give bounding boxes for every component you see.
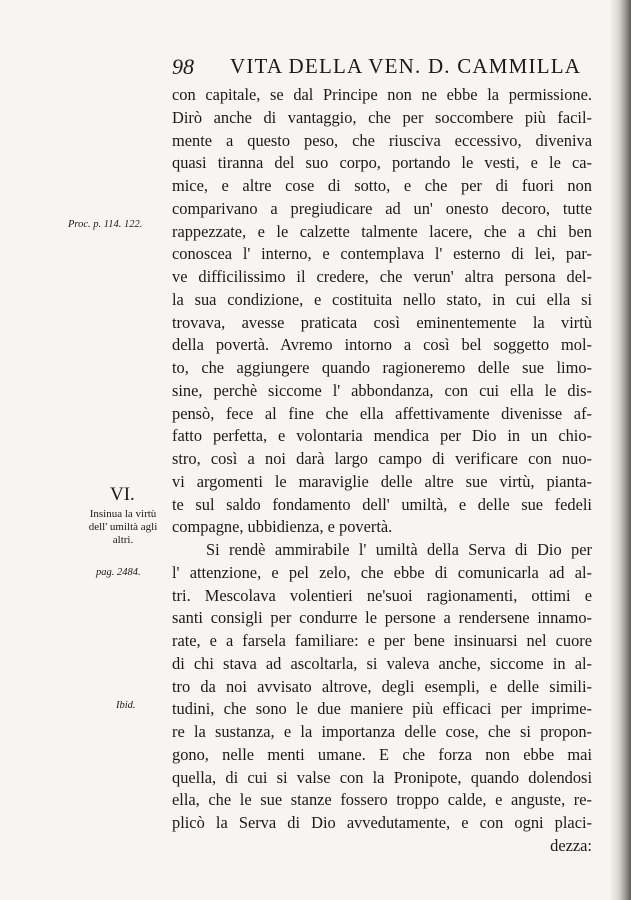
text-line: pensò, fece al fine che ella affettivamente divenisse af- [172,403,592,423]
text-line: rate, e a farsela familiare: e per bene insinuarsi nel cuore [172,631,592,650]
text-line: to, che aggiungere quando ragioneremo delle sue limo- [172,358,592,377]
text-line: te sul saldo fondamento dell' umiltà, e delle sue fedeli [172,494,592,514]
section-number: VI. [110,484,135,505]
text-line: mente a questo peso, che riusciva eccessivo, diveniva [172,130,592,150]
text-line: sine, perchè siccome l' abbondanza, con cui ella le dis- [172,380,592,400]
margin-reference-ibid: Ibid. [116,700,136,711]
text-line: santi consigli per condurre le persone a rendersene innamo- [172,608,592,628]
text-line: tri. Mescolava volentieri ne'suoi ragionamenti, ottimi e [172,585,592,605]
text-line: comparivano a pregiudicare ad un' onesto decoro, tutte [172,198,592,218]
text-line: compagne, ubbidienza, e povertà. [172,517,393,537]
text-line-paragraph-start: Si rendè ammirabile l' umiltà della Serva di Dio per [206,540,592,559]
text-line: stro, così a noi darà largo campo di verificare con nuo- [172,449,592,468]
text-line: la sua condizione, e costituita nello stato, in cui ella si [172,289,592,309]
text-line: ve difficilissimo il credere, che verun' altra persona del- [172,267,592,286]
text-line: con capitale, se dal Principe non ne ebbe la permissione. [172,85,592,104]
catchword: dezza: [550,835,592,855]
body-text [172,84,592,858]
book-binding-edge [609,0,631,900]
text-line: tro da noi avvisato altrove, degli esempli, e delle simili- [172,676,592,696]
text-line: mice, e altre cose di sotto, e che per di fuori non [172,176,592,195]
text-line: re la sustanza, e la importanza delle cose, che si propon- [172,722,592,741]
text-line: quella, di cui si valse con la Pronipote, quando dolendosi [172,767,592,787]
text-line: Dirò anche di vantaggio, che per soccombere più facil- [172,107,592,127]
text-line: di chi stava ad ascoltarla, si valeva anche, siccome in al- [172,653,592,673]
text-line: ella, che le sue stanze fossero troppo calde, e anguste, re- [172,790,592,810]
text-line: della povertà. Avremo intorno a così bel soggetto mol- [172,335,592,355]
text-line: rappezzate, e le calzette talmente lacere, che a chi ben [172,221,592,241]
margin-reference-proc: Proc. p. 114. 122. [68,219,143,230]
page-number: 98 [172,54,194,79]
text-line: gono, nelle menti umane. E che forza non ebbe mai [172,744,592,764]
text-line: fatto perfetta, e volontaria mendica per Dio in un chio- [172,426,592,446]
text-line: vi argomenti le maraviglie delle altre sue virtù, pianta- [172,471,592,491]
text-line: quasi tiranna del suo corpo, portando le vesti, e le ca- [172,153,592,173]
text-line: l' attenzione, e pel zelo, che ebbe di comunicarla ad al- [172,562,592,582]
running-title: VITA DELLA VEN. D. CAMMILLA [230,54,582,78]
text-line: plicò la Serva di Dio avvedutamente, e con ogni placi- [172,813,592,832]
text-line: trovava, avesse praticata così eminentemente la virtù [172,312,592,332]
section-summary: Insinua la virtù dell' umiltà agli altri. [88,508,158,546]
page-header [172,52,592,80]
text-line: conoscea l' interno, e contemplava l' esterno di lei, par- [172,244,592,264]
text-line: tudini, che sono le due maniere più efficaci per imprime- [172,699,592,719]
margin-reference-pag: pag. 2484. [96,567,141,578]
